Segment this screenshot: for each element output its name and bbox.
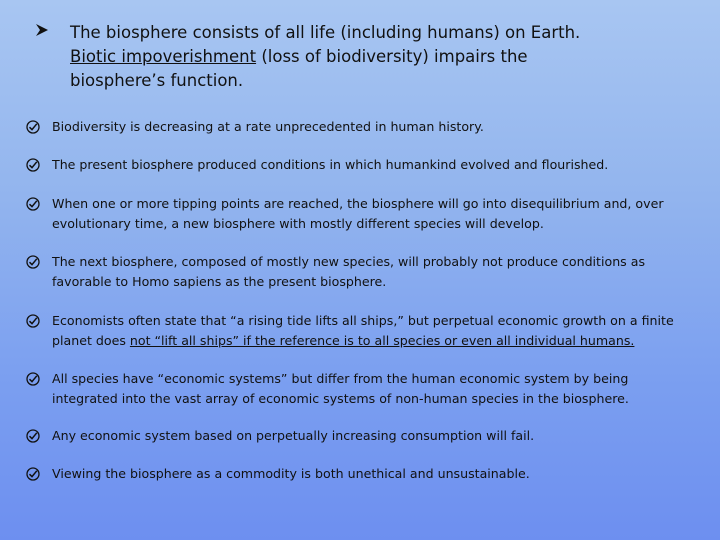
checkmark-circle-icon xyxy=(26,120,40,134)
bullet-text-underlined: not “lift all ships” if the reference is to all species or even all individual humans. xyxy=(129,332,635,348)
heading-line-3: biosphere’s function. xyxy=(70,71,244,90)
checkmark-circle-icon xyxy=(26,314,40,328)
heading-underlined-term: Biotic impoverishment xyxy=(70,47,257,66)
bullet-text xyxy=(52,252,702,291)
bullet-text xyxy=(52,311,702,350)
bullet-text xyxy=(52,369,702,408)
checkmark-circle-icon xyxy=(26,467,40,481)
bullet-text: Viewing the biosphere as a commodity is both unethical and unsustainable. xyxy=(52,466,530,481)
checkmark-circle-icon xyxy=(26,197,40,211)
heading-line-2 xyxy=(70,46,528,68)
bullet-text-line: integrated into the vast array of economic systems of non-human species in the biosphere. xyxy=(52,390,629,406)
checkmark-circle-icon xyxy=(26,158,40,172)
bullet-text-line xyxy=(52,331,702,351)
bullet-text-line: Economists often state that “a rising tide lifts all ships,” but perpetual economic growth on a finite xyxy=(52,313,674,328)
bullet-text: Any economic system based on perpetually increasing consumption will fail. xyxy=(52,428,535,443)
bullet-text-line: favorable to Homo sapiens as the present biosphere. xyxy=(52,273,387,289)
checkmark-circle-icon xyxy=(26,372,40,386)
checkmark-circle-icon xyxy=(26,429,40,443)
bullet-text: The present biosphere produced conditions in which humankind evolved and flourished. xyxy=(52,157,609,172)
bullet-text xyxy=(52,194,702,233)
heading-line-2-rest: (loss of biodiversity) impairs the xyxy=(256,47,528,66)
checkmark-circle-icon xyxy=(26,255,40,269)
bullet-text-prefix: planet does xyxy=(52,332,130,348)
bullet-text-line: The next biosphere, composed of mostly new species, will probably not produce conditions as xyxy=(52,254,646,269)
heading-line-1: The biosphere consists of all life (including humans) on Earth. xyxy=(70,23,581,42)
bullet-text: Biodiversity is decreasing at a rate unprecedented in human history. xyxy=(52,119,484,134)
bullet-text-line: All species have “economic systems” but differ from the human economic system by being xyxy=(52,371,629,386)
arrow-right-icon xyxy=(34,22,50,44)
bullet-text-line: evolutionary time, a new biosphere with mostly different species will develop. xyxy=(52,215,544,231)
bullet-text-line: When one or more tipping points are reached, the biosphere will go into disequilibrium and, over xyxy=(52,196,664,211)
